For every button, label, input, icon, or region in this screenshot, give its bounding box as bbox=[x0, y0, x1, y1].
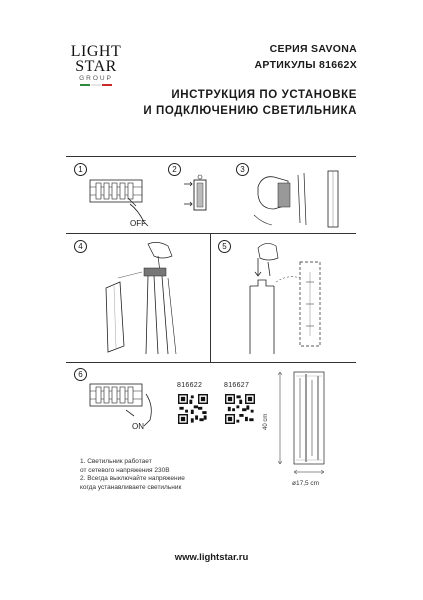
breaker-on-illustration bbox=[88, 380, 158, 434]
divider-row2 bbox=[66, 362, 356, 363]
bracket-illustration bbox=[180, 172, 220, 222]
step-1-badge: 1 bbox=[74, 163, 87, 176]
step-4-badge: 4 bbox=[74, 240, 87, 253]
italian-flag-icon bbox=[70, 84, 122, 86]
note-1-line-1: 1. Светильник работает bbox=[80, 458, 152, 465]
diameter-dimension: ø17,5 cm bbox=[292, 480, 320, 487]
height-dimension: 40 cm bbox=[263, 413, 269, 430]
logo-group: GROUP bbox=[79, 75, 113, 82]
qr-code-b-icon bbox=[225, 394, 255, 424]
divider-top bbox=[66, 156, 356, 157]
on-label: ON bbox=[132, 422, 144, 431]
notes-block bbox=[80, 458, 185, 492]
step-2-badge: 2 bbox=[168, 163, 181, 176]
divider-row1 bbox=[66, 233, 356, 234]
articles-heading: АРТИКУЛЫ 81662X bbox=[254, 59, 357, 71]
step-6-badge: 6 bbox=[74, 368, 87, 381]
note-1-line-2: от сетевого напряжения 230В bbox=[80, 466, 170, 474]
document-title bbox=[143, 87, 357, 119]
step-3-badge: 3 bbox=[236, 163, 249, 176]
product-code-b: 816627 bbox=[224, 382, 250, 389]
breaker-off-illustration bbox=[88, 174, 158, 230]
mounting-hands-illustration bbox=[248, 165, 352, 231]
logo-line-1: LIGHT bbox=[70, 43, 122, 60]
wiring-illustration bbox=[88, 238, 206, 358]
title-line-1: ИНСТРУКЦИЯ ПО УСТАНОВКЕ bbox=[171, 89, 357, 101]
qr-code-a-icon bbox=[178, 394, 208, 424]
divider-vertical bbox=[210, 233, 211, 362]
note-2-line-1: 2. Всегда выключайте напряжение bbox=[80, 475, 185, 482]
series-heading: СЕРИЯ SAVONA bbox=[269, 43, 357, 55]
off-label: OFF bbox=[130, 219, 146, 228]
product-code-a: 816622 bbox=[177, 382, 203, 389]
title-line-2: И ПОДКЛЮЧЕНИЮ СВЕТИЛЬНИКА bbox=[143, 105, 357, 117]
website-link[interactable]: www.lightstar.ru bbox=[174, 552, 249, 563]
note-2-line-2: когда устанавливаете светильник bbox=[80, 483, 182, 491]
brand-logo bbox=[70, 44, 122, 86]
logo-line-2: STAR bbox=[75, 58, 117, 75]
attach-illustration bbox=[230, 238, 348, 358]
step-5-badge: 5 bbox=[218, 240, 231, 253]
lamp-dimension-drawing bbox=[266, 368, 356, 480]
